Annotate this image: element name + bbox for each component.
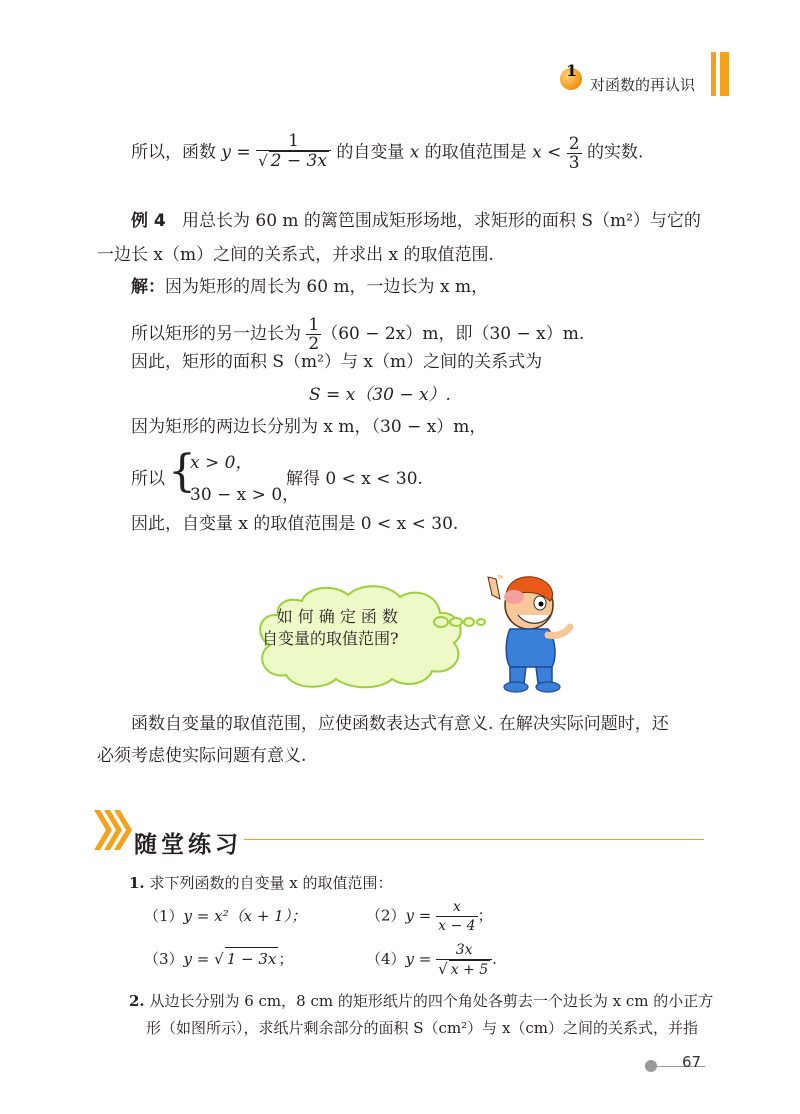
q2-label: 2. <box>129 992 145 1010</box>
q1-item4-lhs: y = <box>405 950 432 968</box>
header-bar-thick <box>720 52 729 96</box>
q1-item-1 <box>144 905 306 927</box>
solution-line1 <box>131 275 488 299</box>
solution-line3: 因此，矩形的面积 S（m²）与 x（m）之间的关系式为 <box>131 352 543 372</box>
q1-item2-no: （2） <box>366 906 406 925</box>
solution-line2 <box>131 316 584 353</box>
example4-label: 例 4 <box>131 211 166 231</box>
example4-line2: 一边长 x（m）之间的关系式，并求出 x 的取值范围. <box>97 245 494 265</box>
q1-item4-frac <box>436 941 492 979</box>
intro-fraction-2 <box>567 135 582 172</box>
intro-var-x: x <box>409 142 420 163</box>
q1-item-3 <box>144 947 293 970</box>
sqrt-icon: √ <box>438 960 448 978</box>
intro-suffix: 的实数. <box>581 142 644 163</box>
cartoon-boy-icon <box>488 575 570 692</box>
q1-header <box>129 872 392 894</box>
system-suffix: 解得 0 < x < 30. <box>286 469 423 489</box>
q1-item4-den <box>436 959 492 979</box>
intro-prefix: 所以，函数 <box>131 142 222 163</box>
intro-frac2-den: 3 <box>568 152 580 173</box>
q1-item4-num: 3x <box>455 942 473 958</box>
q2-text1: 从边长分别为 6 cm，8 cm 的矩形纸片的四个角处各剪去一个边长为 x cm 的小正方 <box>149 992 714 1010</box>
q1-item4-tail: . <box>492 950 497 968</box>
solution-line2-suffix: （60 − 2x）m，即（30 − x）m. <box>321 324 585 344</box>
q1-item2-den: x − 4 <box>438 918 476 934</box>
note-line1: 函数自变量的取值范围，应使函数表达式有意义. 在解决实际问题时，还 <box>131 714 669 734</box>
intro-middle2: 的取值范围是 <box>419 142 533 163</box>
q1-item-2 <box>366 898 493 935</box>
q1-item2-frac <box>436 898 477 935</box>
chapter-number: 1 <box>566 61 578 80</box>
intro-middle: 的自变量 <box>330 142 410 163</box>
q1-item3-tail: ； <box>278 950 294 968</box>
system-row1: x > 0， <box>190 453 253 473</box>
intro-sqrt-content: 2 − 3x <box>270 151 327 171</box>
solution-label: 解： <box>131 277 165 297</box>
half-num: 1 <box>308 315 320 335</box>
solution-line2-prefix: 所以矩形的另一边长为 <box>131 324 307 344</box>
brace-icon: { <box>168 446 196 497</box>
q1-item3-sqrt: 1 − 3x <box>225 947 279 970</box>
example4-line1 <box>131 209 701 233</box>
intro-fraction <box>256 132 331 170</box>
solution-formula: S = x（30 − x）. <box>309 385 451 405</box>
header-bar-thin <box>711 52 716 96</box>
q1-item4-no: （4） <box>366 950 406 968</box>
solution-line4: 因为矩形的两边长分别为 x m，（30 − x）m， <box>131 417 487 437</box>
sqrt-icon: √ <box>258 152 268 170</box>
half-fraction <box>306 316 321 353</box>
intro-line <box>131 131 644 173</box>
intro-y-eq: y = <box>221 142 251 163</box>
q1-item3-no: （3） <box>144 950 184 968</box>
practice-title: 随堂练习 <box>134 832 242 858</box>
q1-item2-num: x <box>452 899 461 915</box>
sqrt-icon: √ <box>214 950 224 968</box>
solution-text1: 因为矩形的周长为 60 m，一边长为 x m， <box>165 277 489 297</box>
chapter-title: 对函数的再认识 <box>590 76 696 94</box>
q1-item3-lhs: y = <box>183 950 210 968</box>
practice-divider <box>244 839 704 840</box>
note-line2: 必须考虑使实际问题有意义. <box>97 746 307 766</box>
example4-text1: 用总长为 60 m 的篱笆围成矩形场地，求矩形的面积 S（m²）与它的 <box>181 211 701 231</box>
solution-conclusion: 因此，自变量 x 的取值范围是 0 < x < 30. <box>131 514 459 534</box>
q1-label: 1. <box>129 874 145 892</box>
intro-frac-den <box>256 150 331 170</box>
q1-item2-lhs: y = <box>405 906 432 925</box>
q1-item-4 <box>366 941 497 979</box>
system-prefix: 所以 <box>131 469 165 489</box>
q1-text: 求下列函数的自变量 x 的取值范围： <box>149 874 393 892</box>
intro-frac2-num: 2 <box>568 133 580 154</box>
q1-item2-tail: ； <box>477 906 493 925</box>
intro-ineq: x < <box>532 142 562 163</box>
chevrons-icon <box>92 808 134 852</box>
q2-line1 <box>129 990 713 1012</box>
page-number: 67 <box>682 1053 702 1071</box>
thought-line2: 自变量的取值范围? <box>262 629 399 648</box>
intro-frac-num: 1 <box>288 131 299 151</box>
q1-item1-no: （1） <box>144 907 184 925</box>
q2-line2: 形（如图所示），求纸片剩余部分的面积 S（cm²）与 x（cm）之间的关系式，并指 <box>146 1019 699 1037</box>
half-den: 2 <box>308 334 320 354</box>
system-row2: 30 − x > 0， <box>190 485 300 505</box>
q1-item4-den-sqrt: x + 5 <box>450 962 489 978</box>
q1-item1-expr: y = x²（x + 1）； <box>183 907 307 925</box>
thought-line1: 如 何 确 定 函 数 <box>276 607 398 626</box>
